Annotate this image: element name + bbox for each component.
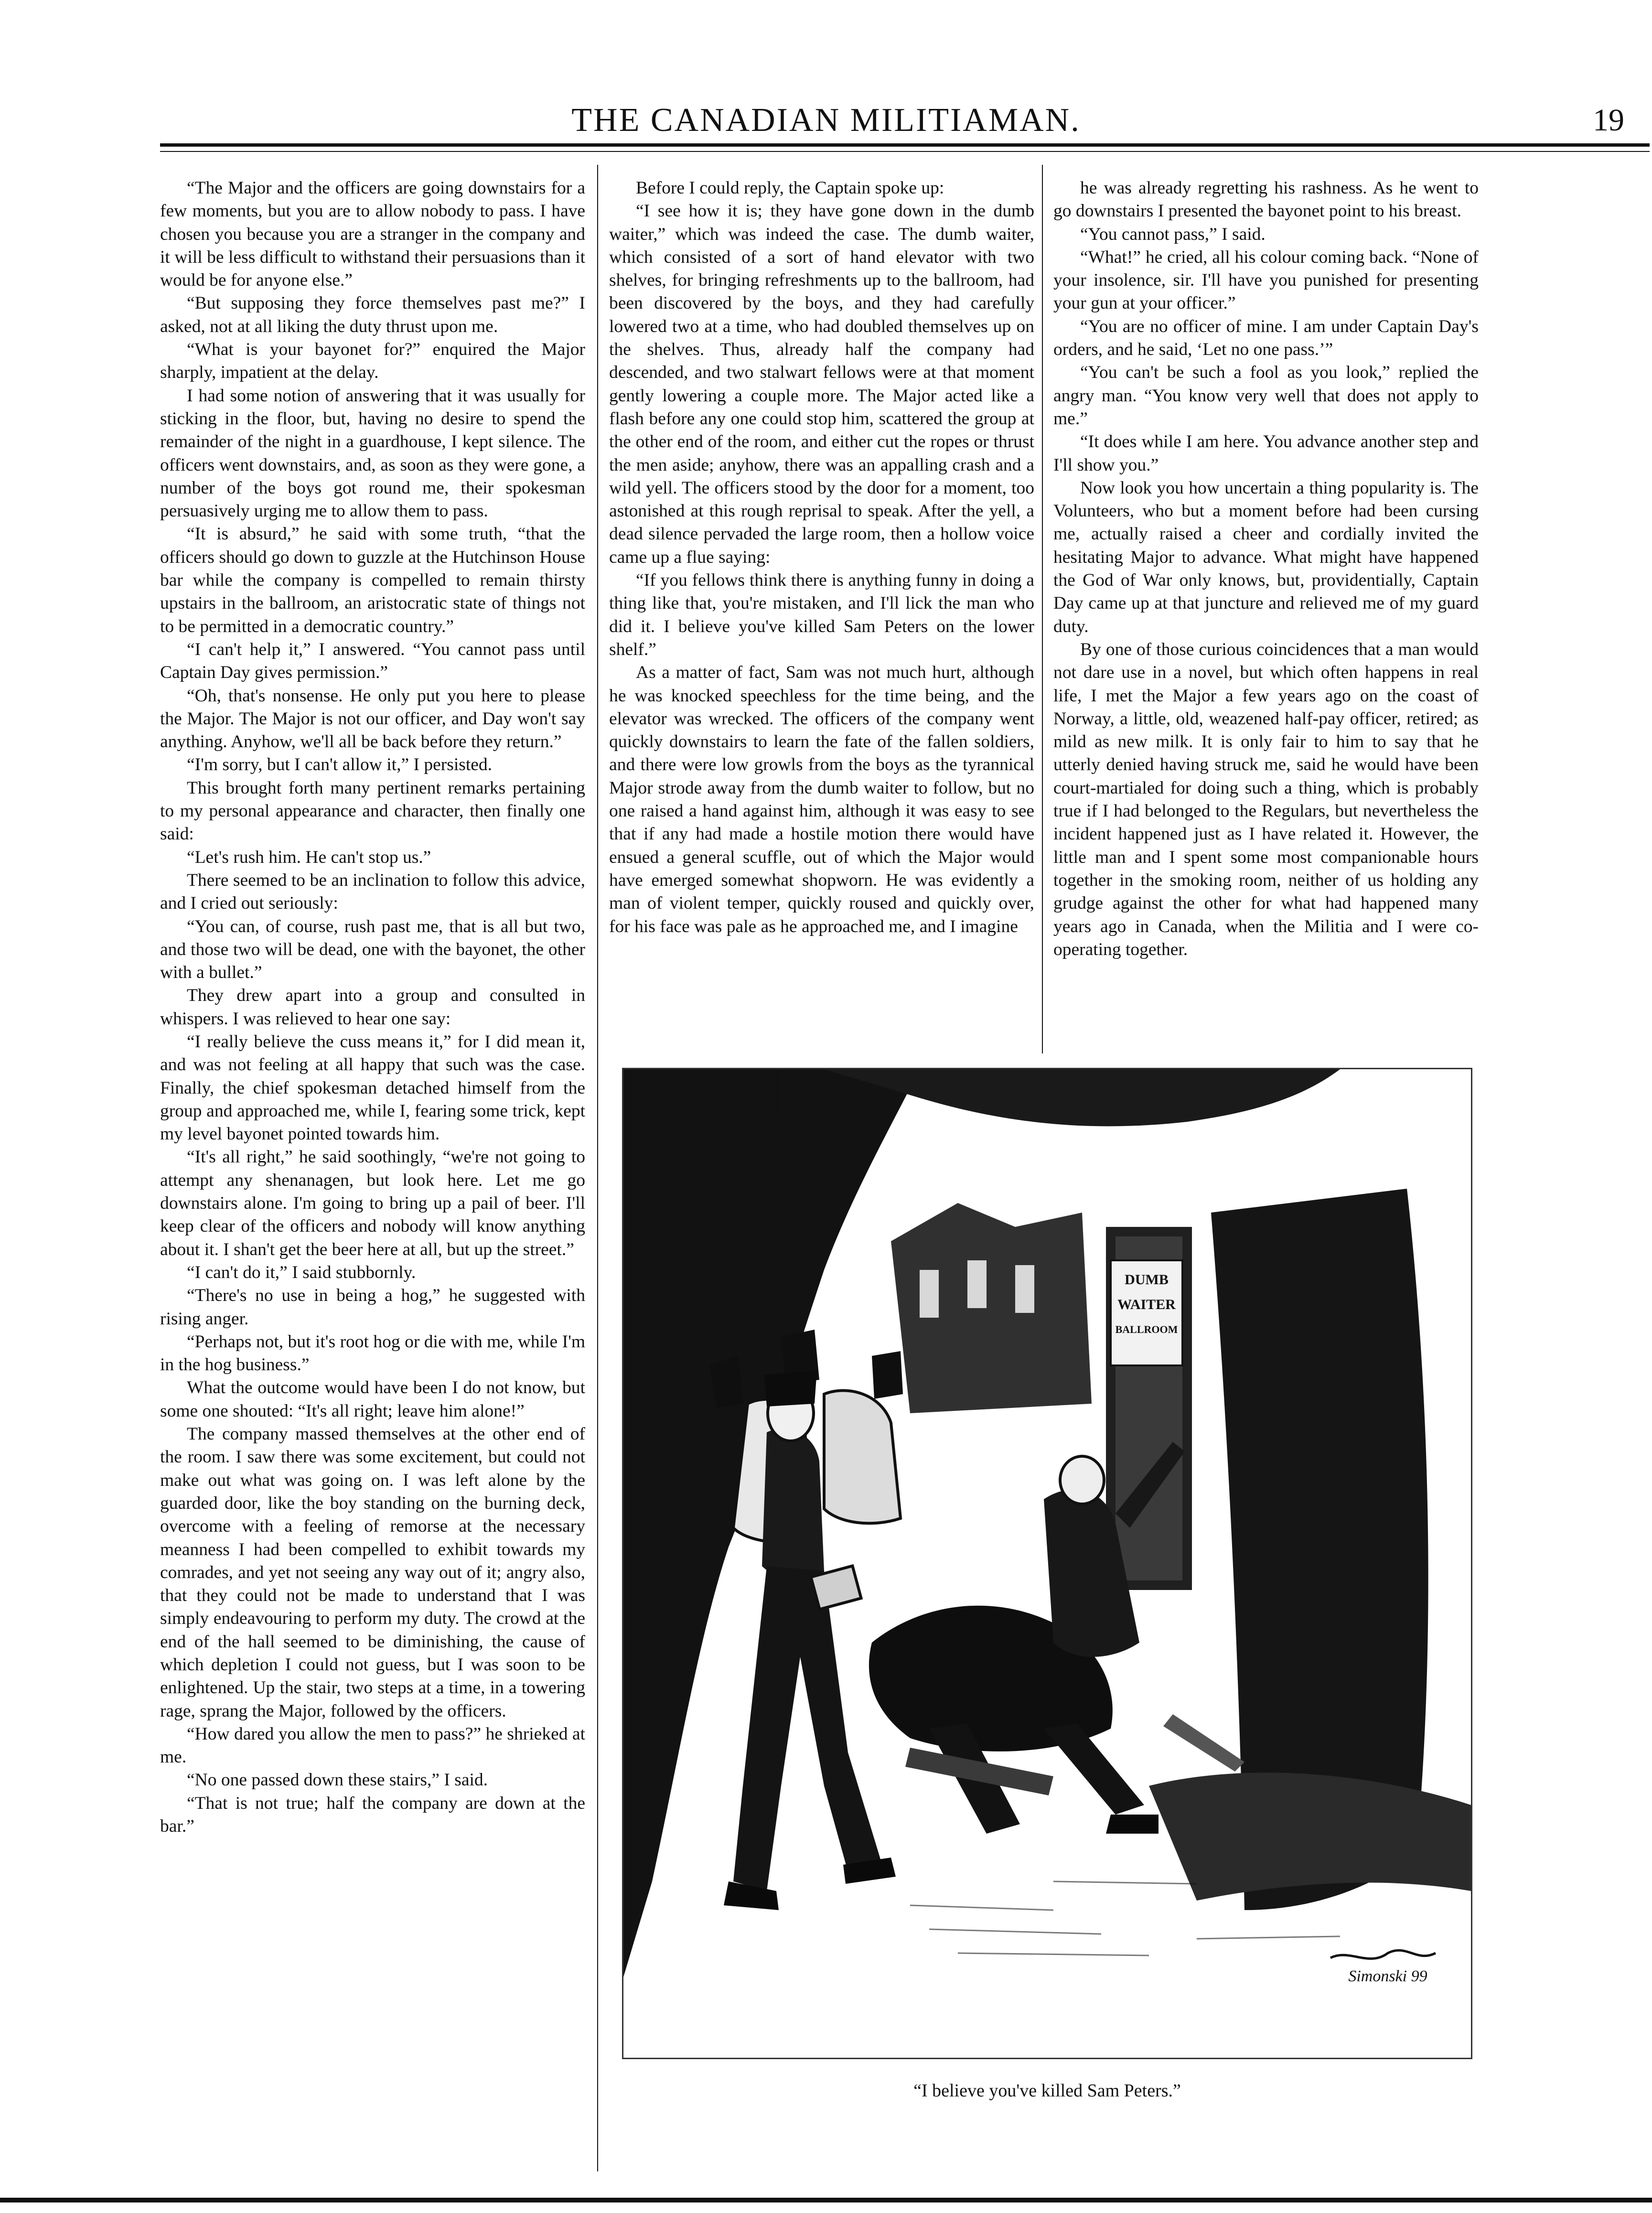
paragraph: “You are no officer of mine. I am under Captain Day's orders, and he said, ‘Let no one pass.’” — [1053, 316, 1479, 360]
paragraph: There seemed to be an inclination to follow this advice, and I cried out seriously: — [160, 870, 585, 913]
paragraph: “That is not true; half the company are down at the bar.” — [160, 1793, 585, 1837]
paragraph: “I really believe the cuss means it,” for I did mean it, and was not feeling at all happy that such was the case. Finally, the chief spokesman detached himself from the group and approached me, while I, fearing some trick, kept my level bayonet pointed towards him. — [160, 1031, 585, 1144]
paragraph: “You can't be such a fool as you look,” replied the angry man. “You know very well that does not apply to me.” — [1053, 363, 1479, 429]
header-rule-thick — [160, 143, 1650, 147]
paragraph: “You can, of course, rush past me, that is all but two, and those two will be dead, one with the bayonet, the other with a bullet.” — [160, 916, 585, 983]
illustration-caption: “I believe you've killed Sam Peters.” — [913, 2081, 1181, 2101]
paragraph: “What!” he cried, all his colour coming back. “None of your insolence, sir. I'll have you punished for presenting your gun at your officer.” — [1053, 247, 1479, 313]
paragraph: “How dared you allow the men to pass?” he shrieked at me. — [160, 1724, 585, 1767]
column-divider-1 — [597, 165, 598, 2171]
paragraph: “No one passed down these stairs,” I said. — [187, 1770, 488, 1790]
column-divider-2 — [1042, 165, 1043, 1053]
page-number: 19 — [1593, 103, 1624, 138]
paragraph: As a matter of fact, Sam was not much hurt, although he was knocked speechless for the time being, and the elevator was wrecked. The officers of the company went quickly downstairs to learn the fate of the fallen soldiers, and there were low growls from the boys as the tyrannical Major strode away from the dumb waiter to follow, but no one raised a hand against him, although it was easy to see that if any had made a hostile motion there would have ensued a general scuffle, out of which the Major would have emerged somewhat shopworn. He was evidently a man of violent temper, quickly roused and quickly over, for his face was pale as he approached me, and I imagine — [609, 663, 1034, 936]
paragraph: The company massed themselves at the other end of the room. I saw there was some excitement, but could not make out what was going on. I was left alone by the guarded door, like the boy standing on the burning deck, overcome with a feeling of remorse at the necessary meanness I had been compelled to exhibit towards my comrades, and yet not seeing any way out of it; angry also, that they could not be made to understand that I was simply endeavouring to perform my duty. The crowd at the end of the hall seemed to be diminishing, the cause of which depletion I could not guess, but I was soon to be enlightened. Up the stair, two steps at a time, in a towering rage, sprang the Major, followed by the officers. — [160, 1424, 585, 1721]
sign-line: BALLROOM — [1115, 1323, 1178, 1335]
paragraph: “The Major and the officers are going downstairs for a few moments, but you are to allow nobody to pass. I have chosen you because you are a stranger in the company and it will be less difficult to withstand their persuasions than it would be for anyone else.” — [160, 178, 585, 290]
paragraph: Before I could reply, the Captain spoke up: — [636, 178, 944, 198]
paragraph: What the outcome would have been I do not know, but some one shouted: “It's all right; leave him alone!” — [160, 1378, 585, 1421]
paragraph: “It does while I am here. You advance another step and I'll show you.” — [1053, 432, 1479, 475]
artist-signature: Simonski 99 — [1348, 1967, 1427, 1985]
sign-line: WAITER — [1117, 1297, 1176, 1312]
paragraph: They drew apart into a group and consulted in whispers. I was relieved to hear one say: — [160, 986, 585, 1029]
header-rule-thin — [160, 151, 1650, 152]
paragraph: “Perhaps not, but it's root hog or die with me, while I'm in the hog business.” — [160, 1332, 585, 1375]
sign-text — [1112, 1268, 1181, 1342]
paragraph: “If you fellows think there is anything funny in doing a thing like that, you're mistaken, and I'll lick the man who did it. I believe you've killed Sam Peters on the lower shelf.” — [609, 570, 1034, 659]
illustration-soldiers-dumb-waiter — [622, 1068, 1472, 2059]
paragraph: “It's all right,” he said soothingly, “we're not going to attempt any shenanagen, but look here. Let me go downstairs alone. I'm going to bring up a pail of beer. I'll keep clear of the officers and nobody will know anything about it. I shan't get the beer here at all, but up the street.” — [160, 1147, 585, 1259]
paragraph: “What is your bayonet for?” enquired the Major sharply, impatient at the delay. — [160, 340, 585, 383]
paragraph: he was already regretting his rashness. As he went to go downstairs I presented the bayonet point to his breast. — [1053, 178, 1479, 221]
paragraph: By one of those curious coincidences that a man would not dare use in a novel, but which often happens in real life, I met the Major a few years ago on the coast of Norway, a little, old, weazened half-pay officer, retired; as mild as new milk. It is only fair to him to say that he utterly denied having struck me, said he would have been court-martialed for doing such a thing, which is probably true if I had belonged to the Regulars, but nevertheless the incident happened just as I have related it. However, the little man and I spent some most companionable hours together in the smoking room, neither of us holding any grudge against the other for what had happened many years ago in Canada, when the Militia and I were co-operating together. — [1053, 639, 1479, 959]
paragraph: “I see how it is; they have gone down in the dumb waiter,” which was indeed the case. The dumb waiter, which consisted of a sort of hand elevator with two shelves, for bringing refreshments up to the ballroom, had been discovered by the boys, and they had carefully lowered two at a time, who had doubled themselves up on the shelves. Thus, already half the company had descended, and two stalwart fellows were at that moment gently lowering a couple more. The Major acted like a flash before any one could stop him, scattered the group at the other end of the room, and either cut the ropes or thrust the men aside; anyhow, there was an appalling crash and a wild yell. The officers stood by the door for a moment, too astonished at this rough reprisal to speak. After the yell, a dead silence pervaded the large room, then a hollow voice came up a flue saying: — [609, 201, 1034, 567]
paragraph: Now look you how uncertain a thing popularity is. The Volunteers, who but a moment before had been cursing me, actually raised a cheer and cordially invited the hesitating Major to advance. What might have happened the God of War only knows, but, providentially, Captain Day came up at that juncture and relieved me of my guard duty. — [1053, 478, 1479, 636]
paragraph: “Let's rush him. He can't stop us.” — [187, 847, 431, 867]
paragraph: This brought forth many pertinent remarks pertaining to my personal appearance and character, then finally one said: — [160, 778, 585, 844]
paragraph: I had some notion of answering that it was usually for sticking in the floor, but, having no desire to spend the remainder of the night in a guardhouse, I kept silence. The officers went downstairs, and, as soon as they were gone, a number of the boys got round me, their spokesman persuasively urging me to allow them to pass. — [160, 386, 585, 521]
paragraph: “I can't do it,” I said stubbornly. — [187, 1262, 416, 1282]
paragraph: “But supposing they force themselves past me?” I asked, not at all liking the duty thrust upon me. — [160, 293, 585, 336]
page-header-title: THE CANADIAN MILITIAMAN. — [571, 102, 1081, 139]
text-column-3 — [1053, 177, 1479, 1070]
sign-line: DUMB — [1125, 1272, 1169, 1288]
paragraph: “It is absurd,” he said with some truth, “that the officers should go down to guzzle at the Hutchinson House bar while the company is compelled to remain thirsty upstairs in the ballroom, an aristocratic state of things not to be permitted in a democratic country.” — [160, 524, 585, 636]
text-column-2 — [609, 177, 1034, 1070]
text-column-1 — [160, 177, 585, 2174]
paragraph: “I can't help it,” I answered. “You cannot pass until Captain Day gives permission.” — [160, 639, 585, 683]
paragraph: “I'm sorry, but I can't allow it,” I persisted. — [187, 755, 493, 775]
paragraph: “Oh, that's nonsense. He only put you here to please the Major. The Major is not our officer, and Day won't say anything. Anyhow, we'll all be back before they return.” — [160, 686, 585, 752]
ink-drawing — [623, 1069, 1471, 2058]
footer-rule — [0, 2198, 1652, 2202]
paragraph: “There's no use in being a hog,” he suggested with rising anger. — [160, 1286, 585, 1329]
paragraph: “You cannot pass,” I said. — [1080, 224, 1266, 244]
